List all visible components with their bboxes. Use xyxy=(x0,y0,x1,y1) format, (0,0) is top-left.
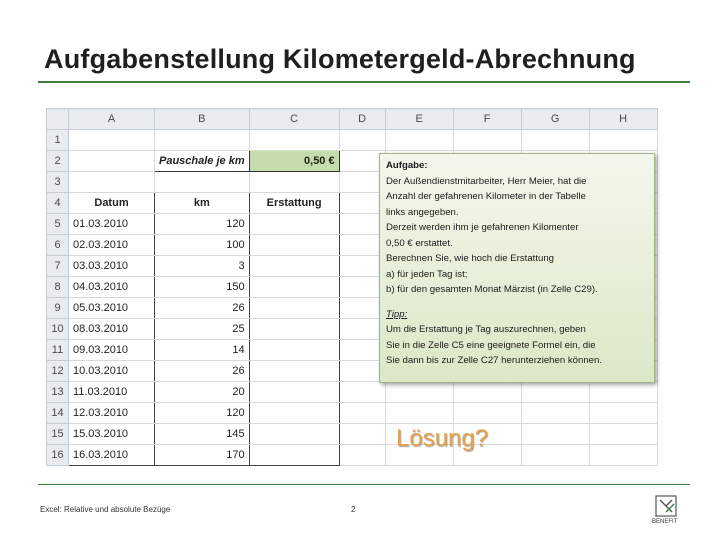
cell[interactable] xyxy=(589,445,657,466)
row-header[interactable]: 12 xyxy=(47,361,69,382)
cell[interactable] xyxy=(589,382,657,403)
cell[interactable] xyxy=(69,130,155,151)
cell[interactable] xyxy=(589,403,657,424)
pauschale-label-cell[interactable]: Pauschale je km xyxy=(155,151,250,172)
row-header[interactable]: 7 xyxy=(47,256,69,277)
table-row xyxy=(47,403,658,424)
page-number: 2 xyxy=(351,505,356,514)
erstattung-cell[interactable] xyxy=(249,382,339,403)
datum-cell[interactable]: 04.03.2010 xyxy=(69,277,155,298)
cell[interactable] xyxy=(69,151,155,172)
datum-cell[interactable]: 09.03.2010 xyxy=(69,340,155,361)
row-header[interactable]: 6 xyxy=(47,235,69,256)
pauschale-value-cell[interactable]: 0,50 € xyxy=(249,151,339,172)
erstattung-cell[interactable] xyxy=(249,319,339,340)
cell[interactable] xyxy=(453,382,521,403)
km-cell[interactable]: 20 xyxy=(155,382,250,403)
slide-title: Aufgabenstellung Kilometergeld-Abrechnung xyxy=(44,44,636,74)
cell[interactable] xyxy=(155,130,250,151)
cell[interactable] xyxy=(589,130,657,151)
km-cell[interactable]: 26 xyxy=(155,298,250,319)
datum-cell[interactable]: 15.03.2010 xyxy=(69,424,155,445)
table-header-km[interactable]: km xyxy=(155,193,250,214)
datum-cell[interactable]: 05.03.2010 xyxy=(69,298,155,319)
solution-link[interactable]: Lösung? xyxy=(396,425,489,452)
task-line: 0,50 € erstattet. xyxy=(386,237,453,249)
cell[interactable] xyxy=(385,382,453,403)
cell[interactable] xyxy=(339,445,385,466)
km-cell[interactable]: 100 xyxy=(155,235,250,256)
tip-heading: Tipp: xyxy=(386,308,408,320)
row-header[interactable]: 8 xyxy=(47,277,69,298)
datum-cell[interactable]: 10.03.2010 xyxy=(69,361,155,382)
km-cell[interactable]: 26 xyxy=(155,361,250,382)
row-header[interactable]: 3 xyxy=(47,172,69,193)
logo-label: BENEFIT xyxy=(652,519,678,525)
row-header[interactable]: 5 xyxy=(47,214,69,235)
table-header-datum[interactable]: Datum xyxy=(69,193,155,214)
km-cell[interactable]: 14 xyxy=(155,340,250,361)
erstattung-cell[interactable] xyxy=(249,256,339,277)
km-cell[interactable]: 120 xyxy=(155,403,250,424)
cell[interactable] xyxy=(521,424,589,445)
datum-cell[interactable]: 02.03.2010 xyxy=(69,235,155,256)
task-line: Anzahl der gefahrenen Kilometer in der Tabelle xyxy=(386,191,586,202)
column-header-h[interactable]: H xyxy=(589,109,657,130)
erstattung-cell[interactable] xyxy=(249,277,339,298)
erstattung-cell[interactable] xyxy=(249,340,339,361)
cell[interactable] xyxy=(69,172,155,193)
km-cell[interactable]: 120 xyxy=(155,214,250,235)
km-cell[interactable]: 170 xyxy=(155,445,250,466)
tip-line: Um die Erstattung je Tag auszurechnen, geben xyxy=(386,324,586,335)
row-header[interactable]: 4 xyxy=(47,193,69,214)
row-header[interactable]: 13 xyxy=(47,382,69,403)
km-cell[interactable]: 25 xyxy=(155,319,250,340)
cell[interactable] xyxy=(339,403,385,424)
cell[interactable] xyxy=(339,130,385,151)
row-header[interactable]: 11 xyxy=(47,340,69,361)
erstattung-cell[interactable] xyxy=(249,235,339,256)
cell[interactable] xyxy=(249,130,339,151)
datum-cell[interactable]: 01.03.2010 xyxy=(69,214,155,235)
cell[interactable] xyxy=(521,403,589,424)
cell[interactable] xyxy=(589,424,657,445)
task-textbox[interactable] xyxy=(379,153,655,383)
cell[interactable] xyxy=(155,172,250,193)
datum-cell[interactable]: 16.03.2010 xyxy=(69,445,155,466)
column-header-a[interactable]: A xyxy=(69,109,155,130)
tip-line: Sie dann bis zur Zelle C27 herunterziehen können. xyxy=(386,355,602,366)
spreadsheet-screenshot xyxy=(46,108,666,464)
footer-divider xyxy=(38,484,690,485)
table-row xyxy=(47,424,658,445)
erstattung-cell[interactable] xyxy=(249,298,339,319)
row-header[interactable]: 14 xyxy=(47,403,69,424)
task-heading: Aufgabe: xyxy=(386,160,428,171)
erstattung-cell[interactable] xyxy=(249,361,339,382)
cell[interactable] xyxy=(521,445,589,466)
erstattung-cell[interactable] xyxy=(249,214,339,235)
cell[interactable] xyxy=(339,382,385,403)
datum-cell[interactable]: 03.03.2010 xyxy=(69,256,155,277)
cell[interactable] xyxy=(249,172,339,193)
cell[interactable] xyxy=(453,130,521,151)
datum-cell[interactable]: 08.03.2010 xyxy=(69,319,155,340)
cell[interactable] xyxy=(385,130,453,151)
task-line: b) für den gesamten Monat Märzist (in Zelle C29). xyxy=(386,284,598,295)
cell[interactable] xyxy=(385,403,453,424)
datum-cell[interactable]: 12.03.2010 xyxy=(69,403,155,424)
erstattung-cell[interactable] xyxy=(249,424,339,445)
table-header-erstattung[interactable]: Erstattung xyxy=(249,193,339,214)
cell[interactable] xyxy=(521,382,589,403)
footer-text: Excel: Relative und absolute Bezüge xyxy=(40,505,171,514)
task-line: Berechnen Sie, wie hoch die Erstattung xyxy=(386,253,554,264)
task-line: a) für jeden Tag ist; xyxy=(386,268,468,280)
task-line: links angegeben. xyxy=(386,206,459,218)
column-header-b[interactable]: B xyxy=(155,109,250,130)
row-header[interactable]: 15 xyxy=(47,424,69,445)
column-header-d[interactable]: D xyxy=(339,109,385,130)
row-header[interactable]: 10 xyxy=(47,319,69,340)
column-header-f[interactable]: F xyxy=(453,109,521,130)
row-header[interactable]: 2 xyxy=(47,151,69,172)
km-cell[interactable]: 150 xyxy=(155,277,250,298)
erstattung-cell[interactable] xyxy=(249,403,339,424)
cell[interactable] xyxy=(339,424,385,445)
task-line: Derzeit werden ihm je gefahrenen Kilomenter xyxy=(386,222,579,233)
km-cell[interactable]: 145 xyxy=(155,424,250,445)
tip-line: Sie in die Zelle C5 eine geeignete Formel ein, die xyxy=(386,339,596,351)
datum-cell[interactable]: 11.03.2010 xyxy=(69,382,155,403)
cell[interactable] xyxy=(521,130,589,151)
km-cell[interactable]: 3 xyxy=(155,256,250,277)
row-header[interactable]: 9 xyxy=(47,298,69,319)
row-header[interactable]: 16 xyxy=(47,445,69,466)
row-header[interactable]: 1 xyxy=(47,130,69,151)
column-header-c[interactable]: C xyxy=(249,109,339,130)
title-divider xyxy=(38,81,690,83)
table-row xyxy=(47,445,658,466)
column-header-g[interactable]: G xyxy=(521,109,589,130)
erstattung-cell[interactable] xyxy=(249,445,339,466)
task-line: Der Außendienstmitarbeiter, Herr Meier, hat die xyxy=(386,175,587,187)
select-all-corner[interactable] xyxy=(47,109,69,130)
spacer xyxy=(386,298,648,307)
table-row xyxy=(47,382,658,403)
column-header-e[interactable]: E xyxy=(385,109,453,130)
cell[interactable] xyxy=(453,403,521,424)
